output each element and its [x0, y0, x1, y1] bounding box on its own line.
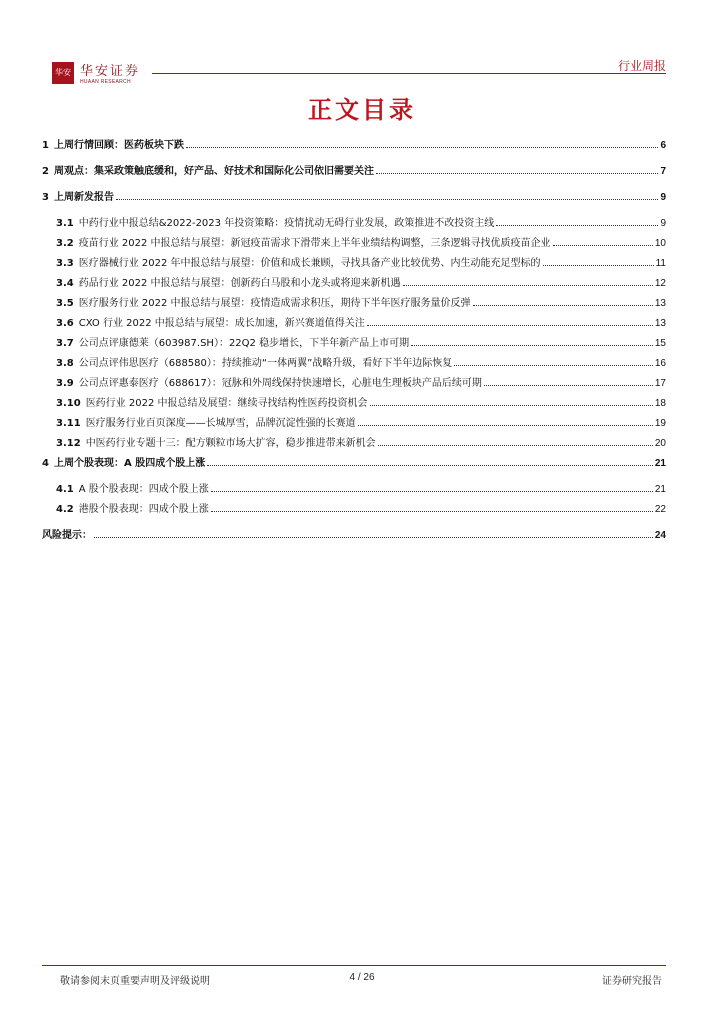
toc-entry-title: 医药行业 2022 中报总结及展望：继续寻找结构性医药投资机会 [85, 398, 368, 409]
toc-entry-number: 3.3 [56, 258, 74, 269]
toc-dot-leader [207, 457, 653, 466]
toc-entry[interactable] [42, 454, 666, 470]
toc-dot-leader [211, 503, 653, 512]
toc-entry-page: 21 [654, 458, 666, 469]
report-type-label: 行业周报 [617, 59, 666, 73]
toc-entry-page: 13 [654, 318, 666, 329]
toc-dot-leader [553, 237, 653, 246]
toc-entry-number: 3.2 [56, 238, 74, 249]
toc-entry[interactable] [42, 334, 666, 350]
toc-dot-leader [543, 257, 654, 266]
toc-entry[interactable] [42, 394, 666, 410]
toc-entry-number: 4.1 [56, 484, 74, 495]
toc-entry-title: 公司点评康德莱（603987.SH）：22Q2 稳步增长，下半年新产品上市可期 [78, 338, 410, 349]
toc-entry-page: 12 [654, 278, 666, 289]
toc-entry-page: 6 [660, 140, 666, 151]
footer-divider [42, 965, 666, 966]
toc-entry-page: 22 [654, 504, 666, 515]
toc-entry[interactable] [42, 136, 666, 152]
toc-entry[interactable] [42, 274, 666, 290]
toc-dot-leader [496, 217, 658, 226]
toc-entry-title: 疫苗行业 2022 中报总结与展望：新冠疫苗需求下滑带来上半年业绩结构调整，三条逻辑寻找优质疫苗企业 [78, 238, 551, 249]
toc-entry-page: 18 [654, 398, 666, 409]
toc-entry-number: 3.5 [56, 298, 74, 309]
toc-entry[interactable] [42, 434, 666, 450]
toc-entry-title: 医疗器械行业 2022 年中报总结与展望：价值和成长兼顾，寻找具备产业比较优势、内生动能充足型标的 [78, 258, 541, 269]
toc-entry-title: A 股个股表现：四成个股上涨 [78, 484, 209, 495]
toc-entry-number: 3.4 [56, 278, 74, 289]
toc-dot-leader [378, 437, 653, 446]
toc-entry[interactable] [42, 374, 666, 390]
toc-dot-leader [358, 417, 653, 426]
toc-entry-page: 13 [654, 298, 666, 309]
toc-entry-page: 9 [660, 218, 666, 229]
toc-entry-page: 21 [654, 484, 666, 495]
toc-entry[interactable] [42, 480, 666, 496]
toc-dot-leader [211, 483, 653, 492]
toc-entry-title: 中药行业中报总结&2022-2023 年投资策略：疫情扰动无碍行业发展，政策推进不改投资主线 [78, 218, 495, 229]
toc-dot-leader [473, 297, 653, 306]
toc-dot-leader [411, 337, 653, 346]
logo-english-name: HUAAN RESEARCH [80, 79, 131, 85]
toc-entry[interactable] [42, 294, 666, 310]
toc-dot-leader [454, 357, 653, 366]
toc-dot-leader [116, 191, 658, 200]
toc-entry-page: 24 [654, 530, 666, 541]
toc-entry-page: 7 [660, 166, 666, 177]
page-number: 4 / 26 [349, 972, 375, 983]
toc-entry-title: 上周个股表现：A 股四成个股上涨 [53, 458, 206, 469]
footer-report-label: 证券研究报告 [602, 976, 662, 987]
toc-entry[interactable] [42, 354, 666, 370]
toc-dot-leader [94, 529, 653, 538]
footer-disclaimer: 敬请参阅末页重要声明及评级说明 [60, 976, 210, 987]
toc-entry-page: 10 [654, 238, 666, 249]
toc-entry[interactable] [42, 234, 666, 250]
toc-entry[interactable] [42, 500, 666, 516]
toc-entry-number: 3.11 [56, 418, 81, 429]
toc-entry-title: 风险提示： [42, 530, 92, 541]
toc-entry-number: 4 [42, 458, 49, 469]
toc-entry-page: 20 [654, 438, 666, 449]
toc-entry[interactable] [42, 414, 666, 430]
toc-entry-page: 16 [654, 358, 666, 369]
toc-entry-number: 3.7 [56, 338, 74, 349]
toc-entry[interactable] [42, 162, 666, 178]
toc-entry-title: 周观点：集采政策触底缓和，好产品、好技术和国际化公司依旧需要关注 [53, 166, 374, 177]
toc-entry-number: 3.1 [56, 218, 74, 229]
toc-entry-title: 医疗服务行业 2022 中报总结与展望：疫情造成需求积压，期待下半年医疗服务量价反弹 [78, 298, 471, 309]
toc-dot-leader [484, 377, 653, 386]
toc-entry-title: 公司点评伟思医疗（688580）：持续推动“一体两翼”战略升级，看好下半年边际恢复 [78, 358, 453, 369]
toc-entry[interactable] [42, 314, 666, 330]
toc-dot-leader [370, 397, 653, 406]
toc-entry-title: CXO 行业 2022 中报总结与展望：成长加速，新兴赛道值得关注 [78, 318, 365, 329]
toc-entry-title: 公司点评惠泰医疗（688617）：冠脉和外周线保持快速增长，心脏电生理板块产品后续可期 [78, 378, 482, 389]
toc-entry-number: 1 [42, 140, 49, 151]
toc-entry-number: 3 [42, 192, 49, 203]
toc-entry-page: 15 [654, 338, 666, 349]
toc-entry-page: 19 [654, 418, 666, 429]
company-logo [52, 58, 152, 90]
toc-entry-page: 17 [654, 378, 666, 389]
toc-entry-number: 2 [42, 166, 49, 177]
toc-dot-leader [403, 277, 653, 286]
toc-entry[interactable] [42, 188, 666, 204]
toc-dot-leader [186, 139, 658, 148]
toc-entry-title: 医疗服务行业百页深度——长城厚雪，品牌沉淀性强的长赛道 [85, 418, 356, 429]
toc-entry-number: 3.8 [56, 358, 74, 369]
toc-entry-page: 11 [655, 258, 666, 269]
toc-entry-title: 中医药行业专题十三：配方颗粒市场大扩容，稳步推进带来新机会 [85, 438, 376, 449]
toc-dot-leader [376, 165, 658, 174]
toc-entry-number: 3.12 [56, 438, 81, 449]
toc-entry-title: 上周新发报告 [53, 192, 114, 203]
toc-dot-leader [367, 317, 653, 326]
toc-entry[interactable] [42, 214, 666, 230]
page-title: 正文目录 [308, 96, 416, 124]
toc-entry-number: 3.10 [56, 398, 81, 409]
toc-entry-title: 港股个股表现：四成个股上涨 [78, 504, 209, 515]
toc-entry[interactable] [42, 526, 666, 542]
toc-entry[interactable] [42, 254, 666, 270]
toc-entry-number: 3.6 [56, 318, 74, 329]
logo-seal-icon: 华安 [52, 62, 74, 84]
toc-entry-title: 药品行业 2022 中报总结与展望：创新药白马股和小龙头或将迎来新机遇 [78, 278, 401, 289]
toc-entry-number: 4.2 [56, 504, 74, 515]
logo-chinese-name: 华安证券 [80, 64, 141, 79]
toc-entry-page: 9 [660, 192, 666, 203]
header-divider [152, 73, 666, 74]
toc-entry-number: 3.9 [56, 378, 74, 389]
toc-entry-title: 上周行情回顾：医药板块下跌 [53, 140, 184, 151]
